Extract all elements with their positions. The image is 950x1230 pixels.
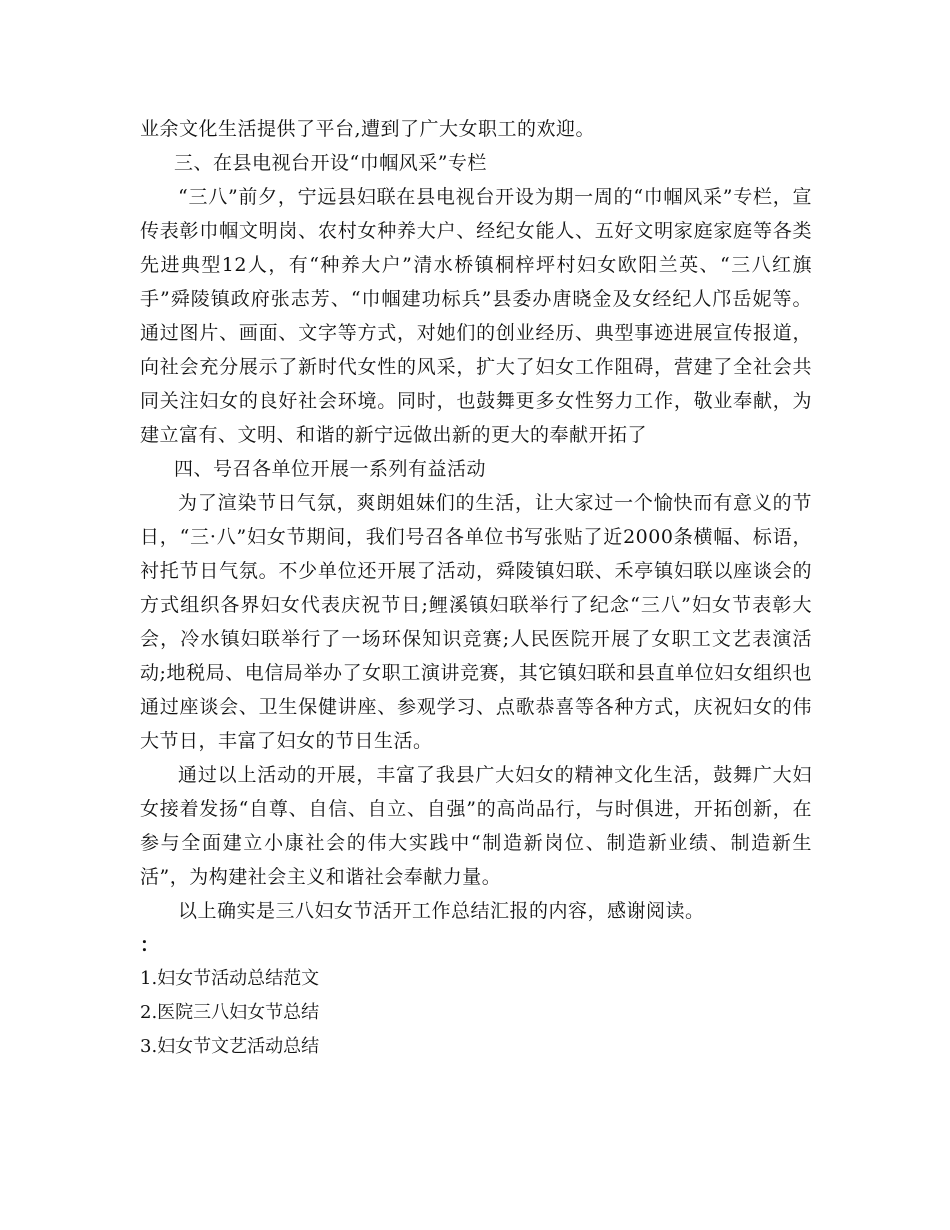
related-link-1[interactable]: 1.妇女节活动总结范文: [140, 968, 320, 989]
paragraph-closing: 以上确实是三八妇女节活开工作总结汇报的内容，感谢阅读。: [178, 900, 705, 922]
related-link-2[interactable]: 2.医院三八妇女节总结: [140, 1002, 320, 1023]
section-heading-3: 三、在县电视台开设“巾帼风采”专栏: [174, 152, 487, 174]
paragraph-continuation: 业余文化生活提供了平台,遭到了广大女职工的欢迎。: [140, 118, 596, 140]
paragraph-summary: 通过以上活动的开展，丰富了我县广大妇女的精神文化生活，鼓舞广大妇女接着发扬“自尊、自信、自立、自强”的高尚品行，与时俱进，开拓创新，在参与全面建立小康社会的伟大实践中“制造新岗位、制造新业绩、制造新生活”，为构建社会主义和谐社会奉献力量。: [140, 764, 812, 888]
related-link-3[interactable]: 3.妇女节文艺活动总结: [140, 1036, 320, 1057]
paragraph-activities: 为了渲染节日气氛，爽朗姐妹们的生活，让大家过一个愉快而有意义的节日，“三·八”妇女节期间，我们号召各单位书写张贴了近2000条横幅、标语，衬托节日气氛。不少单位还开展了活动，舜陵镇妇联、禾亭镇妇联以座谈会的方式组织各界妇女代表庆祝节日;鲤溪镇妇联举行了纪念“三八”妇女节表彰大会，冷水镇妇联举行了一场环保知识竞赛;人民医院开展了女职工文艺表演活动;地税局、电信局举办了女职工演讲竞赛，其它镇妇联和县直单位妇女组织也通过座谈会、卫生保健讲座、参观学习、点歌恭喜等各种方式，庆祝妇女的伟大节日，丰富了妇女的节日生活。: [140, 492, 812, 752]
document-page: [140, 112, 812, 1064]
section-heading-4: 四、号召各单位开展一系列有益活动: [174, 458, 487, 480]
paragraph-tv-column: “三八”前夕，宁远县妇联在县电视台开设为期一周的“巾帼风采”专栏，宣传表彰巾帼文明岗、农村女种养大户、经纪女能人、五好文明家庭家庭等各类先进典型12人，有“种养大户”清水桥镇桐梓坪村妇女欧阳兰英、“三八红旗手”舜陵镇政府张志芳、“巾帼建功标兵”县委办唐晓金及女经纪人邝岳妮等。通过图片、画面、文字等方式，对她们的创业经历、典型事迹进展宣传报道，向社会充分展示了新时代女性的风采，扩大了妇女工作阻碍，营建了全社会共同关注妇女的良好社会环境。同时，也鼓舞更多女性努力工作，敬业奉献，为建立富有、文明、和谐的新宁远做出新的更大的奉献开拓了: [140, 186, 812, 446]
related-colon: ：: [140, 934, 160, 956]
